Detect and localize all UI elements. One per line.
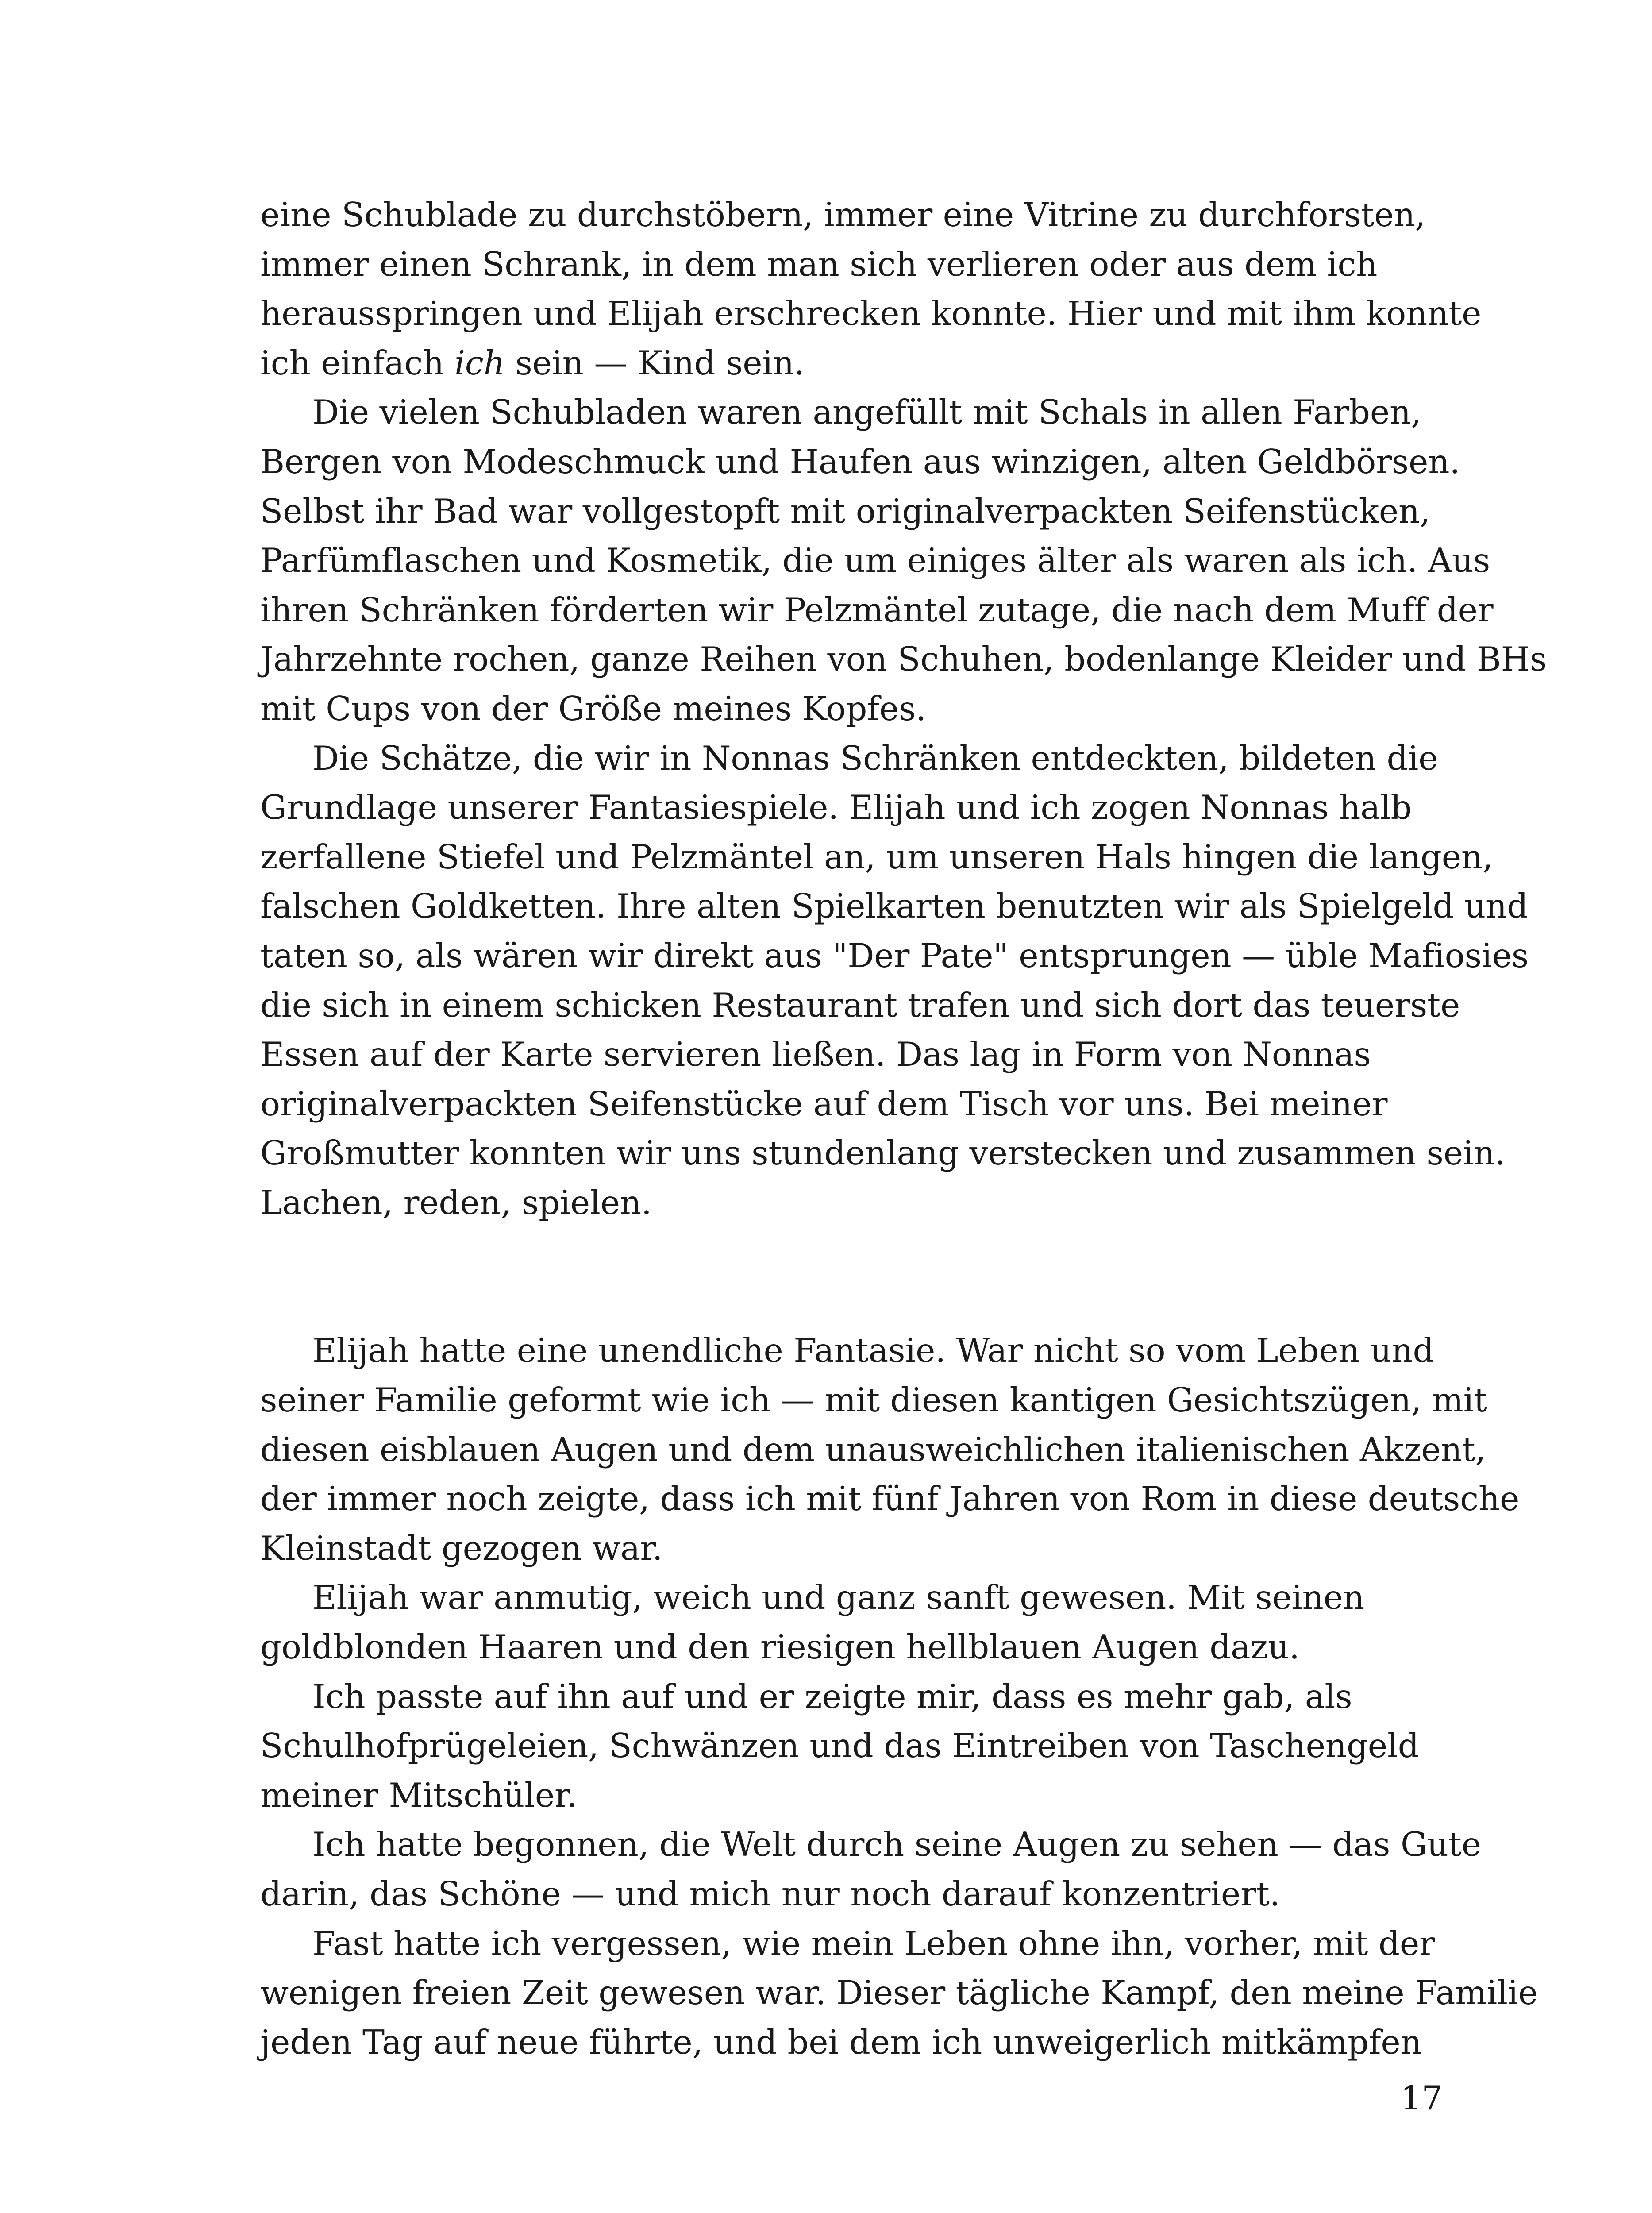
text-line — [260, 339, 1473, 388]
text-line: Lachen, reden, spielen. — [260, 1183, 652, 1222]
page-number: 17 — [1400, 2078, 1443, 2117]
text-line: seiner Familie geformt wie ich — mit diesen kantigen Gesichtszügen, mit — [260, 1380, 1487, 1420]
text-line: Jahrzehnte rochen, ganze Reihen von Schuhen, bodenlange Kleider und BHs — [260, 640, 1547, 679]
paragraph-8 — [260, 1919, 1538, 2067]
text-line: Elijah hatte eine unendliche Fantasie. War nicht so vom Leben und — [312, 1331, 1434, 1370]
text-line: Ich passte auf ihn auf und er zeigte mir, dass es mehr gab, als — [312, 1677, 1352, 1716]
text-line: falschen Goldketten. Ihre alten Spielkarten benutzten wir als Spielgeld und — [260, 887, 1528, 926]
text-line: Die Schätze, die wir in Nonnas Schränken entdeckten, bildeten die — [312, 738, 1438, 778]
text-line: der immer noch zeigte, dass ich mit fünf Jahren von Rom in diese deutsche — [260, 1479, 1520, 1519]
text-line: mit Cups von der Größe meines Kopfes. — [260, 689, 926, 728]
text-line: taten so, als wären wir direkt aus "Der Pate" entsprungen — üble Mafiosies — [260, 936, 1529, 975]
paragraph-5 — [260, 1573, 1473, 1672]
text-line: eine Schublade zu durchstöbern, immer eine Vitrine zu durchforsten, — [260, 195, 1426, 234]
text-fragment: ich einfach — [260, 343, 455, 382]
paragraph-1 — [260, 190, 1482, 388]
text-line: Selbst ihr Bad war vollgestopft mit originalverpackten Seifenstücken, — [260, 491, 1430, 531]
text-line: originalverpackten Seifenstücke auf dem Tisch vor uns. Bei meiner — [260, 1084, 1388, 1123]
text-line: Großmutter konnten wir uns stundenlang verstecken und zusammen sein. — [260, 1133, 1506, 1173]
text-line: jeden Tag auf neue führte, und bei dem ich unweigerlich mitkämpfen — [260, 2022, 1422, 2062]
text-line: darin, das Schöne — und mich nur noch darauf konzentriert. — [260, 1874, 1280, 1913]
text-line: immer einen Schrank, in dem man sich verlieren oder aus dem ich — [260, 244, 1378, 284]
text-line: goldblonden Haaren und den riesigen hellblauen Augen dazu. — [260, 1627, 1300, 1667]
text-line: Kleinstadt gezogen war. — [260, 1528, 663, 1568]
text-line: Ich hatte begonnen, die Welt durch seine Augen zu sehen — das Gute — [312, 1825, 1481, 1864]
text-line: Grundlage unserer Fantasiespiele. Elijah und ich zogen Nonnas halb — [260, 788, 1412, 827]
text-line: Die vielen Schubladen waren angefüllt mit Schals in allen Farben, — [312, 393, 1421, 432]
text-line: ihren Schränken förderten wir Pelzmäntel zutage, die nach dem Muff der — [260, 590, 1494, 629]
text-line: herausspringen und Elijah erschrecken konnte. Hier und mit ihm konnte — [260, 294, 1482, 333]
text-line: diesen eisblauen Augen und dem unausweichlichen italienischen Akzent, — [260, 1430, 1486, 1469]
text-line: Bergen von Modeschmuck und Haufen aus winzigen, alten Geldbörsen. — [260, 442, 1460, 481]
section-break — [260, 1227, 1473, 1326]
page-text — [260, 190, 1547, 2067]
text-line: Parfümflaschen und Kosmetik, die um einiges älter als waren als ich. Aus — [260, 541, 1490, 580]
text-line: wenigen freien Zeit gewesen war. Dieser tägliche Kampf, den meine Familie — [260, 1973, 1538, 2013]
text-line: die sich in einem schicken Restaurant trafen und sich dort das teuerste — [260, 985, 1460, 1025]
text-line: Elijah war anmutig, weich und ganz sanft gewesen. Mit seinen — [312, 1578, 1364, 1617]
text-line: meiner Mitschüler. — [260, 1775, 578, 1815]
text-line: zerfallene Stiefel und Pelzmäntel an, um unseren Hals hingen die langen, — [260, 837, 1493, 876]
paragraph-4 — [260, 1326, 1520, 1573]
text-line: Fast hatte ich vergessen, wie mein Leben ohne ihn, vorher, mit der — [312, 1924, 1435, 1963]
paragraph-6 — [260, 1672, 1473, 1820]
text-line: Schulhofprügeleien, Schwänzen und das Eintreiben von Taschengeld — [260, 1726, 1419, 1766]
text-fragment: sein — Kind sein. — [504, 343, 805, 382]
emphasized-word: ich — [454, 343, 505, 382]
text-line: Essen auf der Karte servieren ließen. Das lag in Form von Nonnas — [260, 1035, 1371, 1074]
paragraph-3 — [260, 734, 1529, 1228]
paragraph-2 — [260, 388, 1547, 733]
paragraph-7 — [260, 1820, 1481, 1919]
